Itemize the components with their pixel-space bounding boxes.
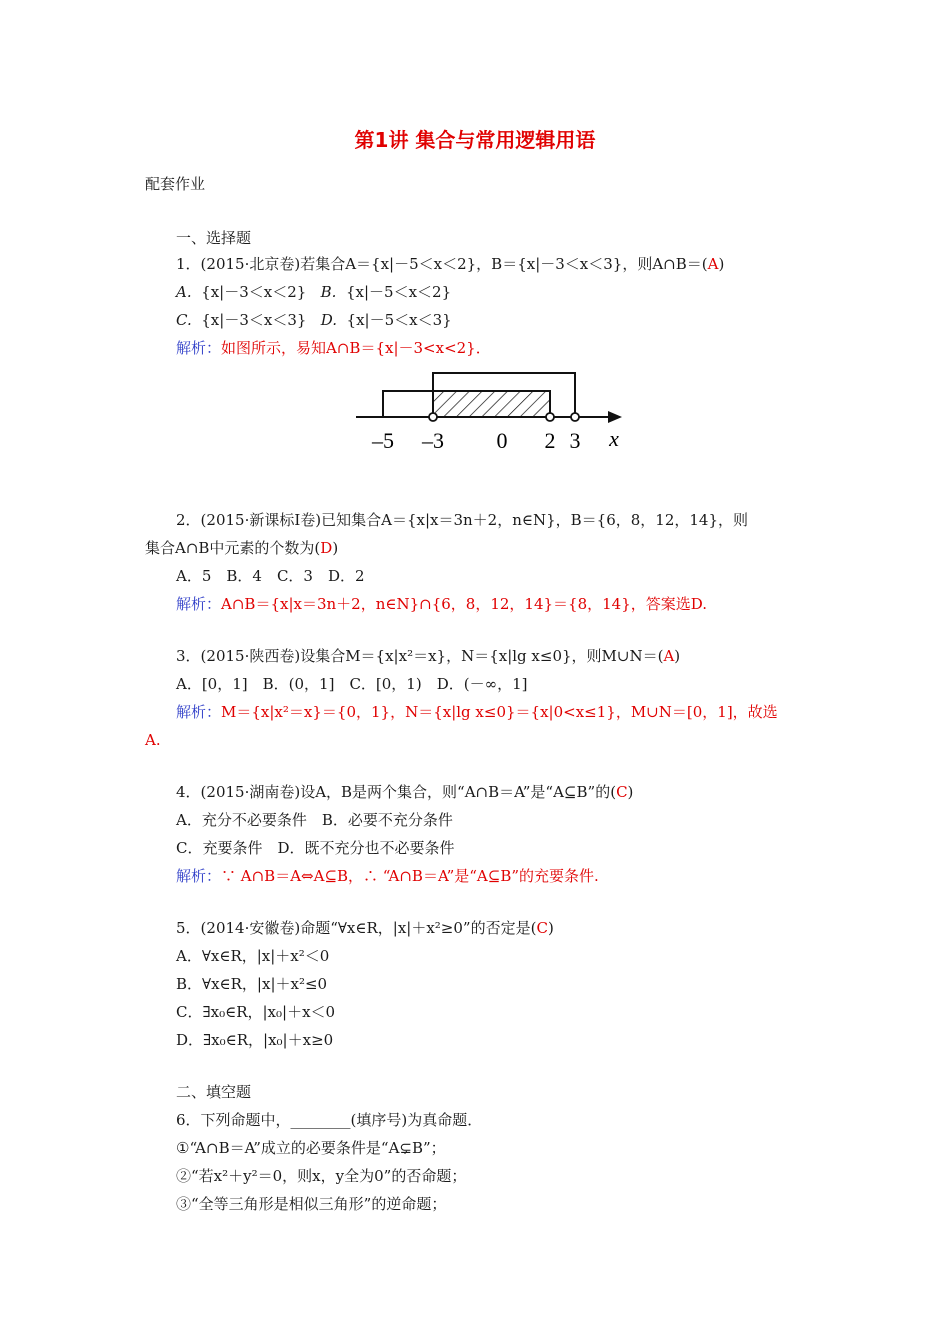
question-2-close: ): [332, 539, 339, 557]
analysis-label: 解析：: [176, 703, 222, 721]
axis-label-x: x: [609, 426, 619, 451]
question-3-analysis-cont: A.: [145, 731, 161, 749]
section-heading-choice: 一、选择题: [176, 229, 252, 247]
analysis-text: M＝{x|x²＝x}＝{0，1}，N＝{x|lg x≤0}＝{x|0<x≤1}，M∪N＝[0，1]，故选: [221, 703, 778, 721]
question-5-stem: [176, 918, 554, 938]
option-b: {x|－5＜x＜2}: [345, 283, 452, 301]
question-1-stem: [176, 254, 724, 274]
question-5-option-d: D．∃x₀∈R，|x₀|＋x≥0: [176, 1031, 334, 1049]
open-point-3: [571, 413, 579, 421]
analysis-label: 解析：: [176, 867, 222, 885]
analysis-label: 解析：: [176, 339, 222, 357]
question-1-close: ): [718, 255, 725, 273]
question-2-stem-line2: [145, 538, 338, 558]
question-3-answer: A: [663, 647, 675, 665]
question-2-options: A．5 B．4 C．3 D．2: [176, 567, 365, 585]
analysis-text: ∵ A∩B＝A⇔A⊆B，∴ “A∩B＝A”是“A⊆B”的充要条件.: [221, 867, 599, 885]
subtitle: 配套作业: [145, 175, 206, 193]
tick-label-2: 2: [544, 428, 556, 453]
question-1-options-cd: [176, 310, 452, 330]
tick-label-minus5: –5: [372, 428, 394, 453]
section-heading-fill: 二、填空题: [176, 1083, 252, 1101]
question-2-stem-line1: 2．(2015·新课标Ⅰ卷)已知集合A＝{x|x＝3n＋2，n∈N}，B＝{6，8，12，14}，则: [176, 511, 749, 529]
number-line-figure: [352, 368, 642, 458]
option-b-label: B.: [320, 283, 337, 301]
question-5-option-b: B．∀x∈R，|x|＋x²≤0: [176, 975, 328, 993]
question-1-text: 1．(2015·北京卷)若集合A＝{x|－5＜x＜2}，B＝{x|－3＜x＜3}，则A∩B＝(: [176, 255, 708, 273]
open-point-2: [546, 413, 554, 421]
question-1-options-ab: [176, 282, 451, 302]
question-6-item-2: ②“若x²＋y²＝0，则x，y全为0”的否命题；: [176, 1167, 467, 1185]
tick-label-minus3: –3: [422, 428, 444, 453]
analysis-label: 解析：: [176, 595, 222, 613]
question-5-answer: C: [536, 919, 548, 937]
question-4-analysis: [176, 866, 599, 886]
question-2-text: 集合A∩B中元素的个数为(: [145, 539, 321, 557]
question-4-stem: [176, 782, 633, 802]
question-4-text: 4．(2015·湖南卷)设A，B是两个集合，则“A∩B＝A”是“A⊆B”的(: [176, 783, 617, 801]
question-4-answer: C: [616, 783, 628, 801]
question-1-analysis: [176, 338, 491, 358]
question-6-stem: 6．下列命题中，________(填序号)为真命题．: [176, 1111, 483, 1129]
option-d-label: D.: [320, 311, 337, 329]
analysis-text: A∩B＝{x|x＝3n＋2，n∈N}∩{6，8，12，14}＝{8，14}，答案选D.: [221, 595, 708, 613]
question-2-answer: D: [320, 539, 333, 557]
question-3-analysis: [176, 702, 778, 722]
question-6-item-3: ③“全等三角形是相似三角形”的逆命题；: [176, 1195, 447, 1213]
option-a-label: A.: [176, 283, 192, 301]
analysis-text: 如图所示，易知A∩B＝{x|－3<x<2}．: [221, 339, 491, 357]
question-6-item-1: ①“A∩B＝A”成立的必要条件是“A⊊B”；: [176, 1139, 446, 1157]
question-3-text: 3．(2015·陕西卷)设集合M＝{x|x²＝x}，N＝{x|lg x≤0}，则M∪N＝(: [176, 647, 664, 665]
question-4-options-line2: C．充要条件 D．既不充分也不必要条件: [176, 839, 455, 857]
question-5-close: ): [547, 919, 554, 937]
option-a: {x|－3＜x＜2}: [201, 283, 307, 301]
question-2-analysis: [176, 594, 707, 614]
option-c: {x|－3＜x＜3}: [201, 311, 307, 329]
option-d: {x|－5＜x＜3}: [346, 311, 452, 329]
question-5-option-c: C．∃x₀∈R，|x₀|＋x＜0: [176, 1003, 336, 1021]
question-3-options: A．[0，1] B．(0，1] C．[0，1) D．(－∞，1]: [176, 675, 528, 693]
tick-label-0: 0: [496, 428, 508, 453]
question-4-options-line1: A．充分不必要条件 B．必要不充分条件: [176, 811, 453, 829]
question-3-close: ): [674, 647, 681, 665]
open-point-minus3: [429, 413, 437, 421]
page-title: 第1讲 集合与常用逻辑用语: [354, 128, 596, 152]
question-3-stem: [176, 646, 680, 666]
tick-label-3: 3: [569, 428, 581, 453]
option-c-label: C.: [176, 311, 192, 329]
question-1-answer: A: [707, 255, 719, 273]
question-4-close: ): [627, 783, 634, 801]
axis-arrow: [608, 411, 622, 423]
intersection-region: [433, 391, 550, 417]
question-5-text: 5．(2014·安徽卷)命题“∀x∈R，|x|＋x²≥0”的否定是(: [176, 919, 537, 937]
question-5-option-a: A．∀x∈R，|x|＋x²＜0: [176, 947, 330, 965]
